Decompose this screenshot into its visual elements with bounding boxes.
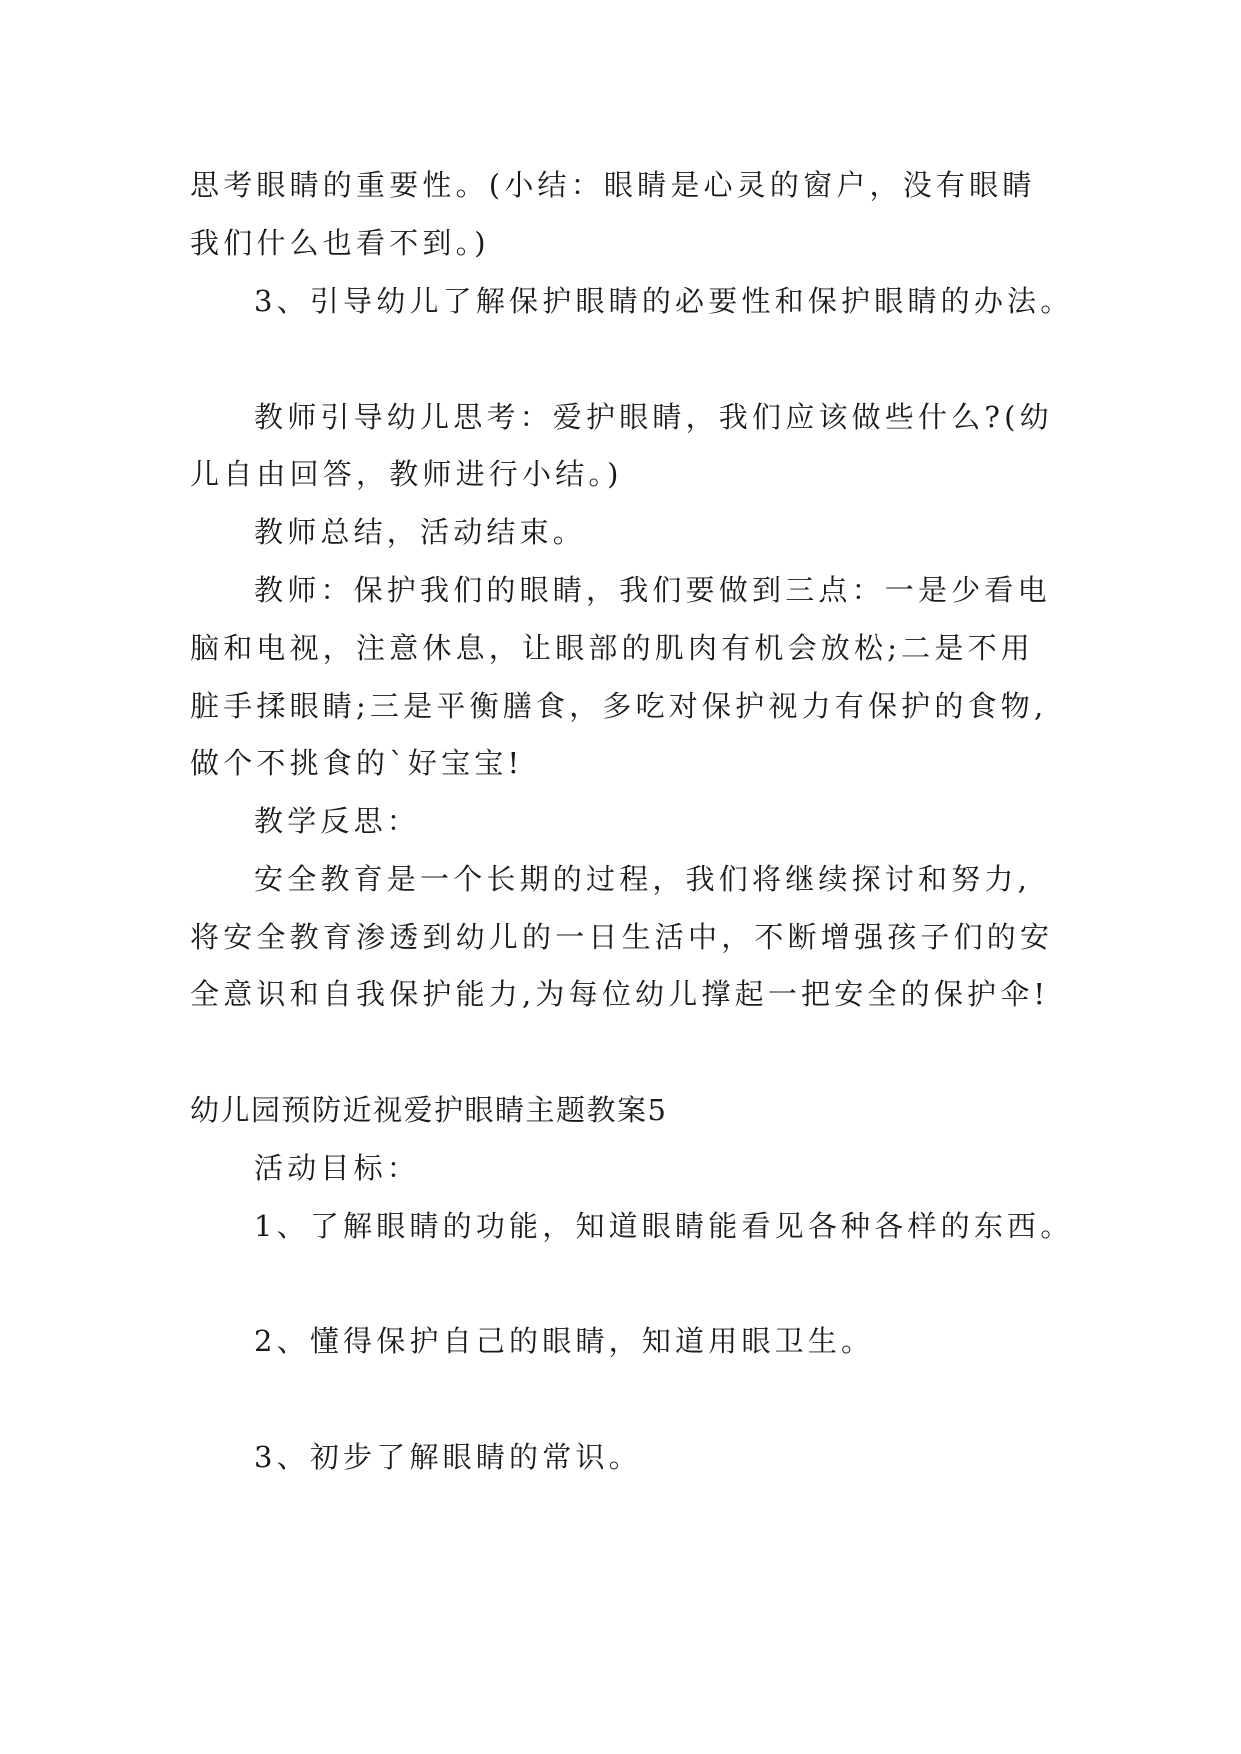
paragraph-line: 全意识和自我保护能力,为每位幼儿撑起一把安全的保护伞! <box>190 977 1050 1011</box>
paragraph-line: 教师总结，活动结束。 <box>254 515 587 549</box>
list-item: 2、懂得保护自己的眼睛，知道用眼卫生。 <box>254 1324 875 1358</box>
section-label: 教学反思： <box>254 804 421 838</box>
list-item: 3、引导幼儿了解保护眼睛的必要性和保护眼睛的办法。 <box>254 284 1074 318</box>
section-heading: 幼儿园预防近视爱护眼睛主题教案5 <box>190 1093 668 1127</box>
list-item: 3、初步了解眼睛的常识。 <box>254 1440 642 1474</box>
paragraph-line: 脏手揉眼睛;三是平衡膳食，多吃对保护视力有保护的食物, <box>190 689 1048 723</box>
paragraph-line: 我们什么也看不到。) <box>190 226 490 260</box>
paragraph-line: 思考眼睛的重要性。(小结：眼睛是心灵的窗户，没有眼睛 <box>190 168 1036 202</box>
list-item: 1、了解眼睛的功能，知道眼睛能看见各种各样的东西。 <box>254 1209 1074 1243</box>
paragraph-line: 教师引导幼儿思考：爱护眼睛，我们应该做些什么?(幼 <box>254 400 1053 434</box>
paragraph-line: 脑和电视，注意休息，让眼部的肌肉有机会放松;二是不用 <box>190 631 1034 665</box>
paragraph-line: 安全教育是一个长期的过程，我们将继续探讨和努力, <box>254 862 1032 896</box>
paragraph-line: 教师：保护我们的眼睛，我们要做到三点：一是少看电 <box>254 573 1051 607</box>
section-label: 活动目标： <box>254 1151 421 1185</box>
paragraph-line: 儿自由回答，教师进行小结。) <box>190 457 623 491</box>
paragraph-line: 将安全教育渗透到幼儿的一日生活中，不断增强孩子们的安 <box>190 920 1054 954</box>
paragraph-line: 做个不挑食的`好宝宝! <box>190 746 524 780</box>
